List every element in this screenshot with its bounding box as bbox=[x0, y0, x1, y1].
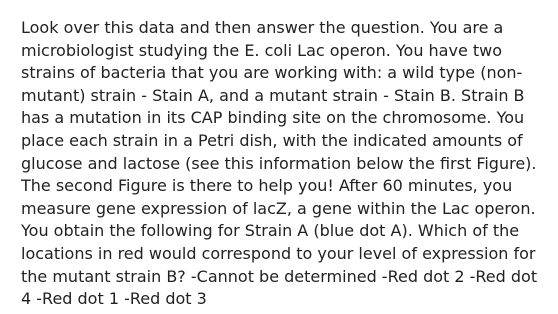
question-text: Look over this data and then answer the question. You are a microbiologist studying the E. coli Lac operon. You have two strains of bacteria that you are working with: a wild type (non-mutant) strain - Stain A, and a mutant strain - Stain B. Strain B has a mutation in its CAP binding site on the chromosome. You place each strain in a Petri dish, with the indicated amounts of glucose and lactose (see this information below the first Figure). The second Figure is there to help you! After 60 minutes, you measure gene expression of lacZ, a gene within the Lac operon. You obtain the following for Strain A (blue dot A). Which of the locations in red would correspond to your level of expression for the mutant strain B? -Cannot be determined -Red dot 2 -Red dot 4 -Red dot 1 -Red dot 3 bbox=[21, 18, 538, 309]
